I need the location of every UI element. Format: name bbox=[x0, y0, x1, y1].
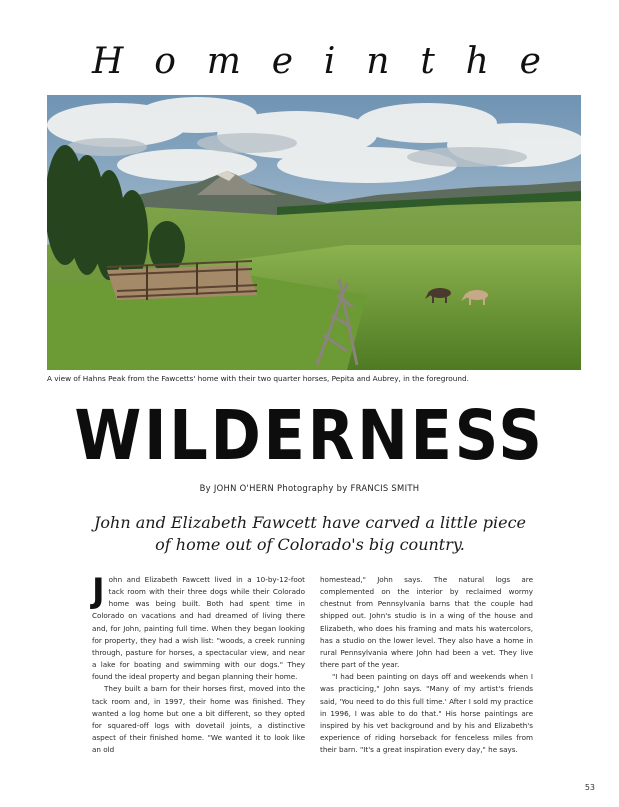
page-number: 53 bbox=[584, 783, 595, 792]
headline: WILDERNESS bbox=[74, 396, 545, 476]
landscape-photo bbox=[47, 95, 581, 370]
byline: By JOHN O'HERN Photography by FRANCIS SMITH bbox=[199, 483, 420, 493]
kicker-letter: m bbox=[206, 41, 241, 82]
kicker-letter: e bbox=[271, 41, 294, 82]
body-paragraph: homestead," John says. The natural logs are complemented on the interior by reclaimed wormy chestnut from Pennsylvania barns that the couple had shipped out. John's studio is in a wing of the house and Elizabeth, who does his framing and mats his watercolors, has a studio on the lower level. They also have a home in rural Pennsylvania where John had been a vet. They live there part of the year. bbox=[320, 575, 533, 670]
kicker-letter: t bbox=[420, 41, 435, 82]
body-paragraph bbox=[92, 571, 305, 683]
kicker-letter: h bbox=[465, 41, 489, 82]
paragraph-text: ohn and Elizabeth Fawcett lived in a 10-by-12-foot tack room with their three dogs while their Colorado home was being built. Both had spent time in Colorado on vacations and had dreamed of living there and, for John, painting full time. When they began looking for property, they had a wish list: "woods, a creek running through, pasture for horses, a spectacular view, and near a lake for boating and swimming with our dogs." They found the ideal property and began planning their home. bbox=[92, 575, 305, 682]
body-column-2 bbox=[320, 574, 533, 756]
kicker-letter: o bbox=[154, 41, 176, 82]
kicker-letter: n bbox=[366, 41, 390, 82]
kicker-letter: H bbox=[92, 41, 124, 82]
body-column-1 bbox=[92, 571, 305, 756]
dek: John and Elizabeth Fawcett have carved a little piece of home out of Colorado's big country. bbox=[93, 513, 527, 554]
kicker-letter: i bbox=[323, 41, 336, 82]
body-paragraph: They built a barn for their horses first, moved into the tack room and, in 1997, their home was finished. They wanted a log home but one a bit different, so they opted for squared-off logs with dovetail joints, a distinctive aspect of their finished home. "We wanted it to look like an old bbox=[92, 684, 305, 755]
body-paragraph: "I had been painting on days off and weekends when I was practicing," John says. "Many of my artist's friends said, 'You need to do this full time.' After I sold my practice in 1996, I was able to do that." His horse paintings are inspired by his vet background and by his and Elizabeth's experience of riding horseback for fenceless miles from their barn. "It's a great inspiration every day," he says. bbox=[320, 672, 533, 755]
drop-cap: J bbox=[92, 571, 105, 611]
kicker-letter: e bbox=[519, 41, 541, 82]
kicker-title bbox=[92, 38, 541, 86]
photo-caption: A view of Hahns Peak from the Fawcetts' home with their two quarter horses, Pepita and Aubrey, in the foreground. bbox=[47, 374, 469, 383]
landscape-illustration bbox=[47, 95, 581, 370]
